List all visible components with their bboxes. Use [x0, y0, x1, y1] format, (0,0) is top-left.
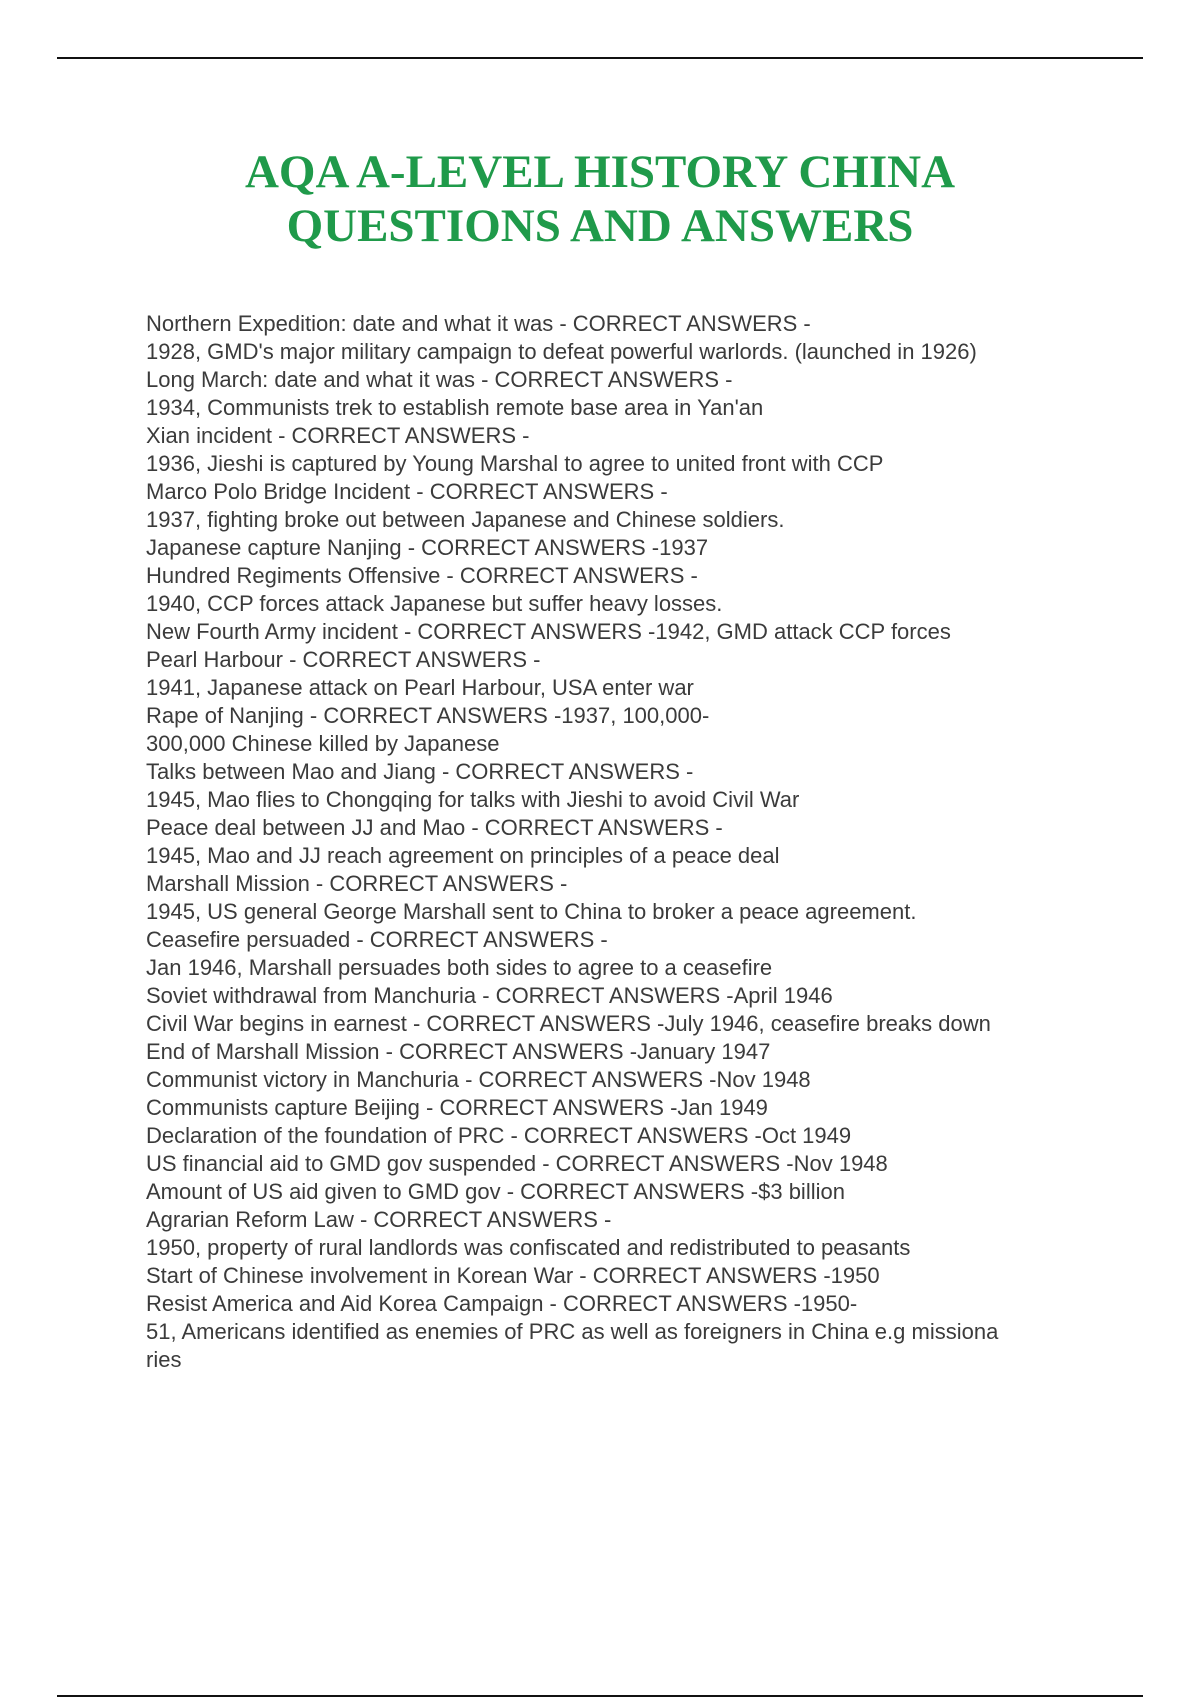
qa-text-line: 1945, Mao and JJ reach agreement on principles of a peace deal	[146, 843, 780, 868]
qa-text-line: Peace deal between JJ and Mao - CORRECT ANSWERS -	[146, 815, 723, 840]
qa-text-line: Amount of US aid given to GMD gov - CORRECT ANSWERS -$3 billion	[146, 1179, 845, 1204]
qa-text-line: 1928, GMD's major military campaign to defeat powerful warlords. (launched in 1926)	[146, 339, 977, 364]
top-horizontal-rule	[57, 57, 1143, 59]
qa-text-line: ries	[146, 1347, 182, 1372]
qa-text-line: 1945, Mao flies to Chongqing for talks with Jieshi to avoid Civil War	[146, 787, 800, 812]
qa-text-line: Declaration of the foundation of PRC - CORRECT ANSWERS -Oct 1949	[146, 1123, 852, 1148]
qa-text-line: Japanese capture Nanjing - CORRECT ANSWERS -1937	[146, 535, 709, 560]
qa-text-line: 51, Americans identified as enemies of PRC as well as foreigners in China e.g missiona	[146, 1319, 999, 1344]
qa-text-line: Northern Expedition: date and what it was - CORRECT ANSWERS -	[146, 311, 811, 336]
qa-text-line: Hundred Regiments Offensive - CORRECT ANSWERS -	[146, 563, 698, 588]
qa-text-line: Soviet withdrawal from Manchuria - CORRECT ANSWERS -April 1946	[146, 983, 833, 1008]
qa-text-line: 1936, Jieshi is captured by Young Marshal to agree to united front with CCP	[146, 451, 884, 476]
qa-text-line: Marco Polo Bridge Incident - CORRECT ANSWERS -	[146, 479, 668, 504]
qa-text-line: 1940, CCP forces attack Japanese but suffer heavy losses.	[146, 591, 723, 616]
qa-text-line: End of Marshall Mission - CORRECT ANSWERS -January 1947	[146, 1039, 771, 1064]
qa-text-line: Xian incident - CORRECT ANSWERS -	[146, 423, 530, 448]
qa-text-line: New Fourth Army incident - CORRECT ANSWERS -1942, GMD attack CCP forces	[146, 619, 951, 644]
qa-text-line: Resist America and Aid Korea Campaign - CORRECT ANSWERS -1950-	[146, 1291, 858, 1316]
title-line-2: QUESTIONS AND ANSWERS	[286, 200, 914, 252]
qa-text-line: 1945, US general George Marshall sent to China to broker a peace agreement.	[146, 899, 917, 924]
qa-text-line: US financial aid to GMD gov suspended - CORRECT ANSWERS -Nov 1948	[146, 1151, 888, 1176]
qa-text-line: 1934, Communists trek to establish remote base area in Yan'an	[146, 395, 764, 420]
qa-text-line: Agrarian Reform Law - CORRECT ANSWERS -	[146, 1207, 612, 1232]
qa-text-line: Jan 1946, Marshall persuades both sides to agree to a ceasefire	[146, 955, 773, 980]
qa-text-line: Civil War begins in earnest - CORRECT ANSWERS -July 1946, ceasefire breaks down	[146, 1011, 991, 1036]
qa-text-line: Marshall Mission - CORRECT ANSWERS -	[146, 871, 568, 896]
document-title	[0, 145, 1200, 253]
qa-text-line: 1937, fighting broke out between Japanese and Chinese soldiers.	[146, 507, 785, 532]
qa-text-line: Pearl Harbour - CORRECT ANSWERS -	[146, 647, 541, 672]
qa-text-line: Communist victory in Manchuria - CORRECT ANSWERS -Nov 1948	[146, 1067, 811, 1092]
bottom-horizontal-rule	[57, 1695, 1143, 1697]
qa-text-line: 1941, Japanese attack on Pearl Harbour, USA enter war	[146, 675, 694, 700]
qa-text-line: 1950, property of rural landlords was confiscated and redistributed to peasants	[146, 1235, 911, 1260]
qa-text-line: Communists capture Beijing - CORRECT ANSWERS -Jan 1949	[146, 1095, 768, 1120]
qa-text-line: Talks between Mao and Jiang - CORRECT ANSWERS -	[146, 759, 694, 784]
qa-text-line: Long March: date and what it was - CORRECT ANSWERS -	[146, 367, 733, 392]
qa-text-line: 300,000 Chinese killed by Japanese	[146, 731, 500, 756]
qa-text-line: Start of Chinese involvement in Korean War - CORRECT ANSWERS -1950	[146, 1263, 880, 1288]
qa-text-line: Rape of Nanjing - CORRECT ANSWERS -1937, 100,000-	[146, 703, 710, 728]
qa-text-block	[146, 310, 1096, 1374]
qa-text-line: Ceasefire persuaded - CORRECT ANSWERS -	[146, 927, 608, 952]
title-line-1: AQA A-LEVEL HISTORY CHINA	[244, 146, 956, 198]
